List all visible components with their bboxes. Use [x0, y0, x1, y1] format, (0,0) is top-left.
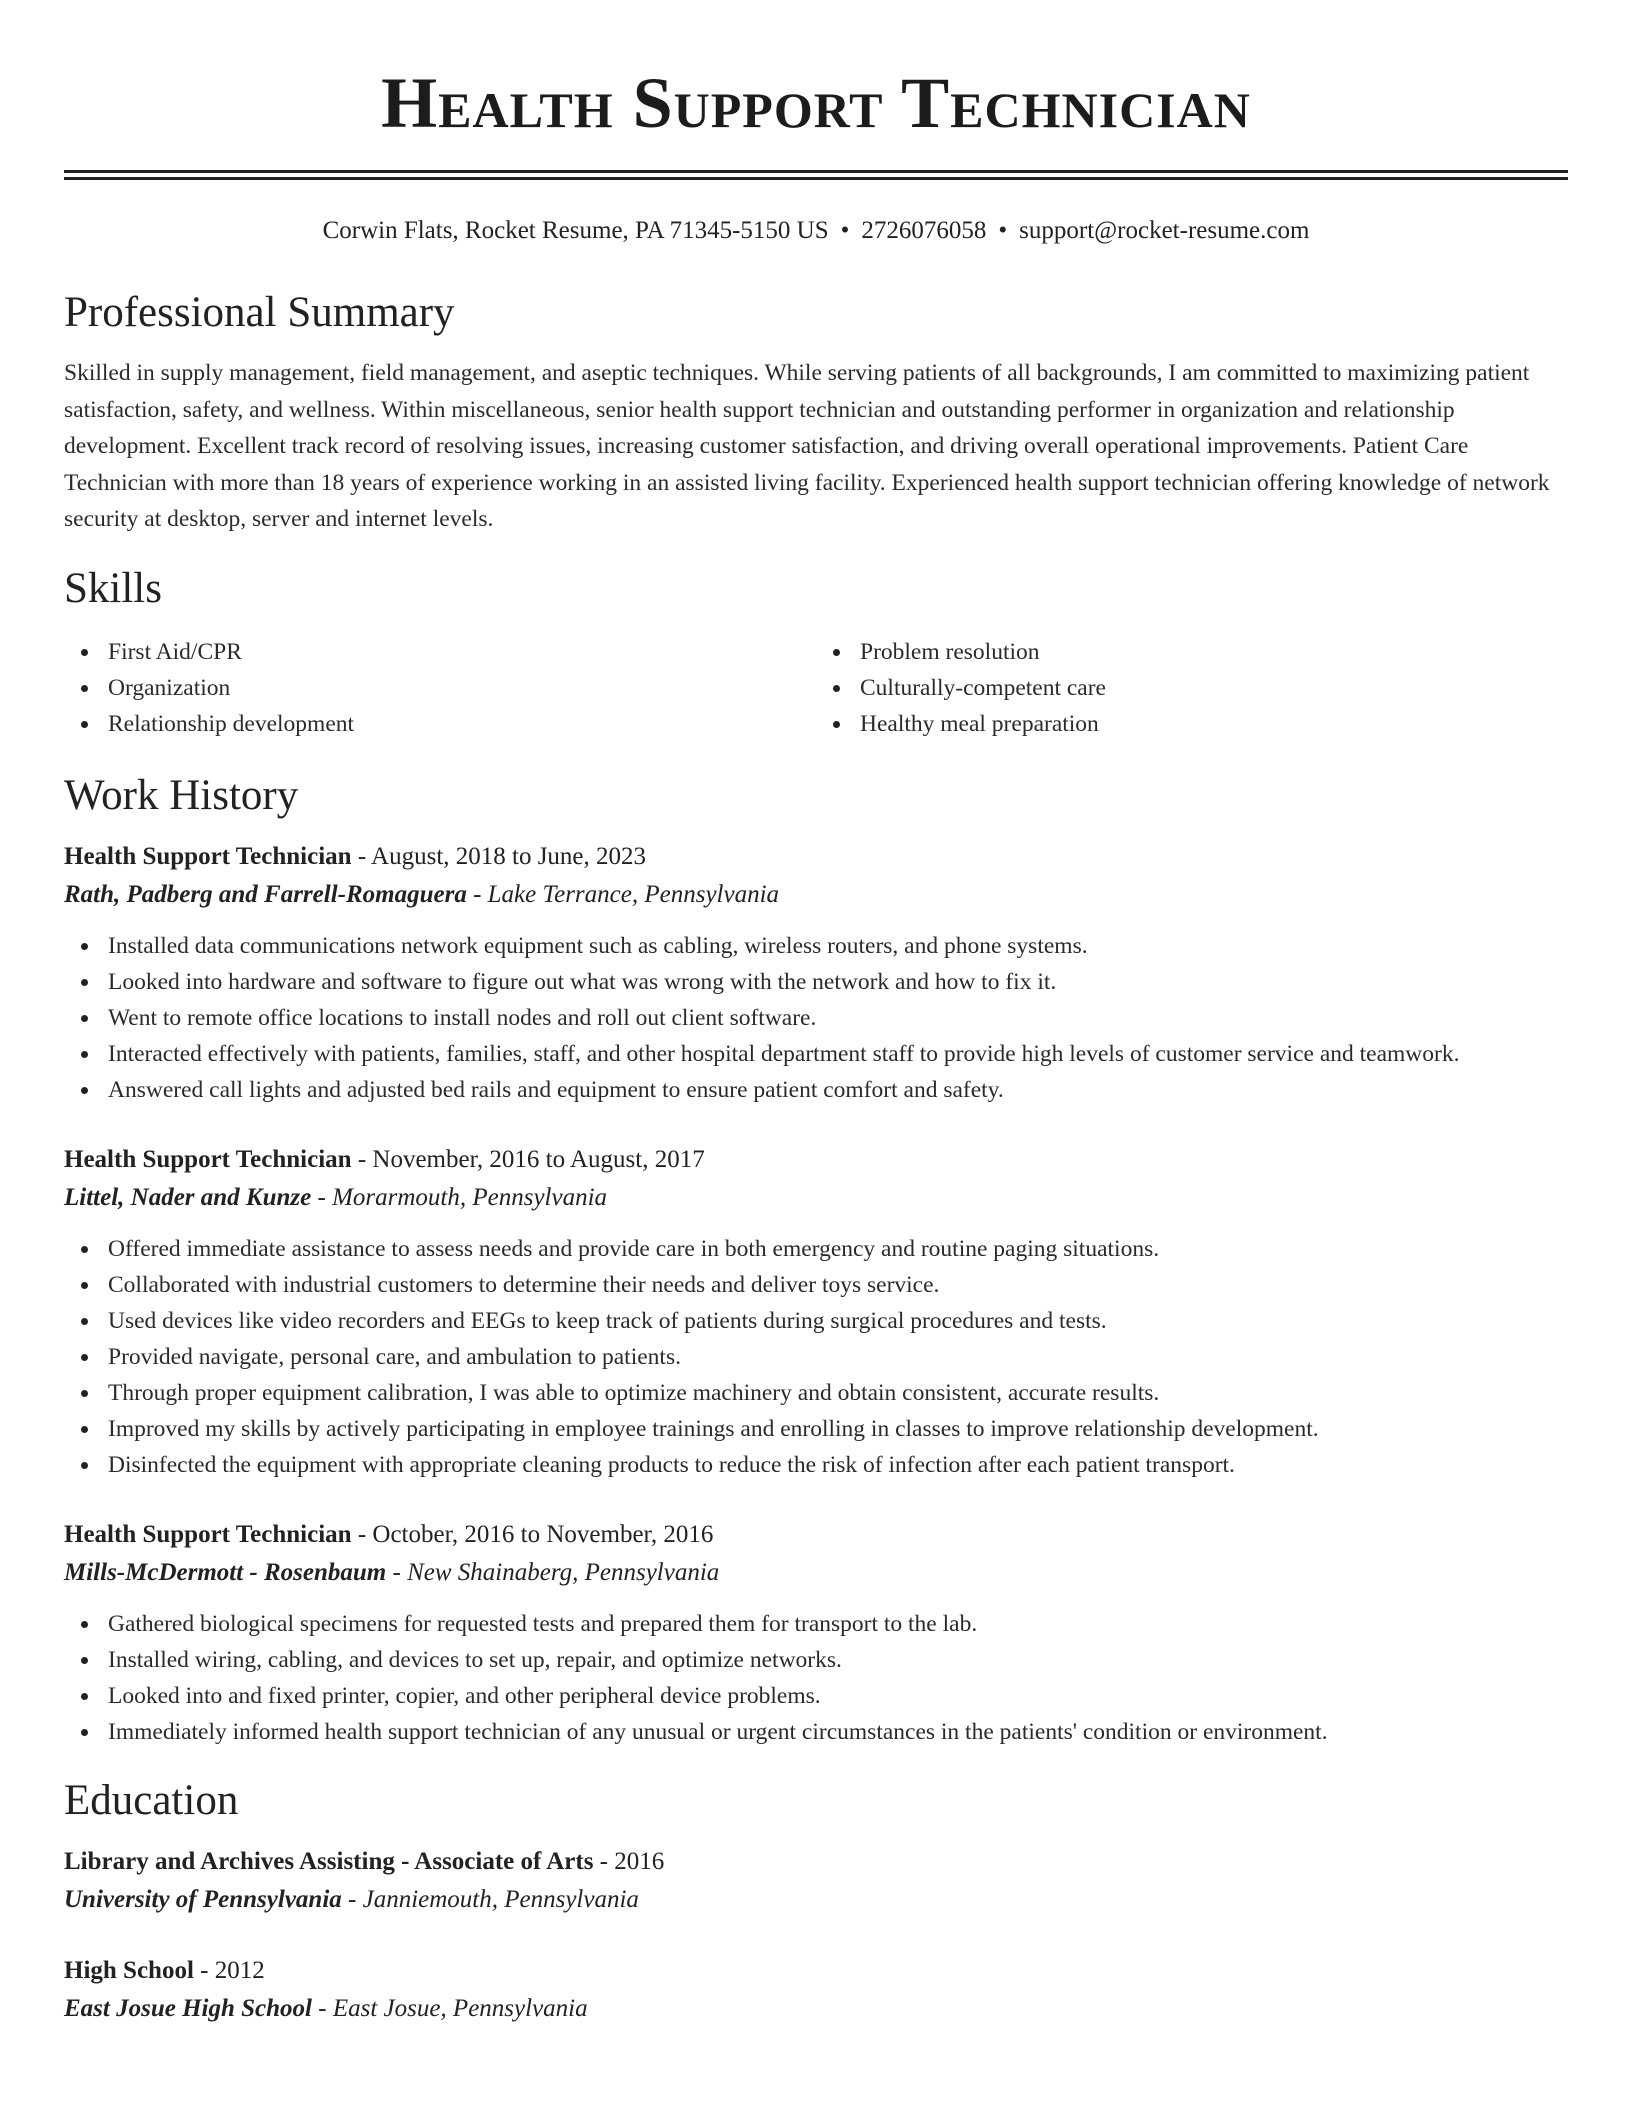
skill-item: Culturally-competent care — [816, 670, 1568, 706]
contact-email: support@rocket-resume.com — [1019, 217, 1310, 244]
job-duty: Used devices like video recorders and EEGs to keep track of patients during surgical procedures and tests. — [64, 1303, 1568, 1339]
job-title: Health Support Technician — [64, 842, 352, 870]
summary-heading: Professional Summary — [64, 289, 455, 336]
education-entry — [64, 1843, 1568, 1919]
job-duty: Through proper equipment calibration, I was able to optimize machinery and obtain consistent, accurate results. — [64, 1375, 1568, 1411]
skill-item: Healthy meal preparation — [816, 706, 1568, 742]
skill-item: Relationship development — [64, 706, 816, 742]
job-title: Health Support Technician — [64, 1145, 352, 1173]
job-employer-line: Rath, Padberg and Farrell-Romaguera - Lake Terrance, Pennsylvania — [64, 880, 780, 908]
skills-list — [64, 634, 1568, 742]
school-line: University of Pennsylvania - Janniemouth, Pennsylvania — [64, 1885, 639, 1913]
contact-line — [64, 214, 1568, 248]
job-duty: Went to remote office locations to install nodes and roll out client software. — [64, 1000, 1568, 1036]
contact-separator: • — [840, 217, 850, 244]
degree-name: High School — [64, 1956, 194, 1984]
contact-address: Corwin Flats, Rocket Resume, PA 71345-5150 US — [322, 217, 829, 244]
job-duty: Installed data communications network equipment such as cabling, wireless routers, and phone systems. — [64, 928, 1568, 964]
job-title-line: Health Support Technician - November, 2016 to August, 2017 — [64, 1145, 705, 1173]
job-location: New Shainaberg, Pennsylvania — [407, 1558, 720, 1586]
work-history-heading: Work History — [64, 771, 299, 819]
skills-column-left — [64, 634, 816, 742]
education-entry — [64, 1952, 1568, 2028]
job-duty: Installed wiring, cabling, and devices to set up, repair, and optimize networks. — [64, 1642, 1568, 1678]
job-duty: Improved my skills by actively participating in employee trainings and enrolling in classes to improve relationship development. — [64, 1411, 1568, 1447]
contact-phone: 2726076058 — [861, 217, 987, 244]
school-name: University of Pennsylvania — [64, 1885, 342, 1913]
degree-line: High School - 2012 — [64, 1956, 265, 1984]
summary-text: Skilled in supply management, field management, and aseptic techniques. While serving patients of all backgrounds, I am committed to maximizing patient satisfaction, safety, and wellness. Within miscellaneous, senior health support technician and outstanding performer in organization and relationship development. Excellent track record of resolving issues, increasing customer satisfaction, and driving overall operational improvements. Patient Care Technician with more than 18 years of experience working in an assisted living facility. Experienced health support technician offering knowledge of network security at desktop, server and internet levels. — [64, 360, 1550, 532]
job-duty: Answered call lights and adjusted bed rails and equipment to ensure patient comfort and safety. — [64, 1072, 1568, 1108]
job-dates: August, 2018 to June, 2023 — [371, 842, 647, 870]
job-company: Rath, Padberg and Farrell-Romaguera — [64, 880, 467, 908]
job-title-line: Health Support Technician - August, 2018 to June, 2023 — [64, 842, 647, 870]
school-name: East Josue High School — [64, 1994, 312, 2022]
job-dates: November, 2016 to August, 2017 — [372, 1145, 705, 1173]
job-duties — [64, 1231, 1568, 1483]
job-entry — [64, 838, 1568, 1108]
degree-name: Library and Archives Assisting - Associate of Arts — [64, 1847, 594, 1875]
job-duty: Immediately informed health support technician of any unusual or urgent circumstances in the patients' condition or environment. — [64, 1714, 1568, 1750]
job-company: Littel, Nader and Kunze — [64, 1183, 312, 1211]
contact-separator: • — [998, 217, 1008, 244]
job-entry — [64, 1516, 1568, 1750]
job-duty: Looked into and fixed printer, copier, and other peripheral device problems. — [64, 1678, 1568, 1714]
skill-item: Problem resolution — [816, 634, 1568, 670]
job-dates: October, 2016 to November, 2016 — [372, 1520, 714, 1548]
job-entry — [64, 1141, 1568, 1483]
job-company: Mills-McDermott - Rosenbaum — [64, 1558, 387, 1586]
job-duty: Collaborated with industrial customers to determine their needs and deliver toys service. — [64, 1267, 1568, 1303]
skills-column-right — [816, 634, 1568, 742]
degree-year: 2012 — [214, 1956, 265, 1984]
job-duty: Interacted effectively with patients, families, staff, and other hospital department staff to provide high levels of customer service and teamwork. — [64, 1036, 1568, 1072]
skill-item: First Aid/CPR — [64, 634, 816, 670]
education-heading: Education — [64, 1776, 239, 1824]
job-duty: Looked into hardware and software to figure out what was wrong with the network and how to fix it. — [64, 964, 1568, 1000]
degree-line: Library and Archives Assisting - Associate of Arts - 2016 — [64, 1847, 665, 1875]
title-double-rule — [64, 170, 1568, 180]
job-duty: Provided navigate, personal care, and ambulation to patients. — [64, 1339, 1568, 1375]
job-duty: Disinfected the equipment with appropriate cleaning products to reduce the risk of infection after each patient transport. — [64, 1447, 1568, 1483]
job-title-line: Health Support Technician - October, 2016 to November, 2016 — [64, 1520, 714, 1548]
job-location: Morarmouth, Pennsylvania — [332, 1183, 608, 1211]
job-duty: Gathered biological specimens for requested tests and prepared them for transport to the lab. — [64, 1606, 1568, 1642]
degree-year: 2016 — [614, 1847, 665, 1875]
job-location: Lake Terrance, Pennsylvania — [487, 880, 780, 908]
job-title: Health Support Technician — [64, 1520, 352, 1548]
school-location: Janniemouth, Pennsylvania — [362, 1885, 639, 1913]
job-duties — [64, 928, 1568, 1108]
skill-item: Organization — [64, 670, 816, 706]
resume-title: Health Support Technician — [381, 63, 1251, 143]
skills-heading: Skills — [64, 564, 162, 612]
job-duties — [64, 1606, 1568, 1750]
job-employer-line: Mills-McDermott - Rosenbaum - New Shainaberg, Pennsylvania — [64, 1558, 720, 1586]
job-employer-line: Littel, Nader and Kunze - Morarmouth, Pennsylvania — [64, 1183, 608, 1211]
job-duty: Offered immediate assistance to assess needs and provide care in both emergency and routine paging situations. — [64, 1231, 1568, 1267]
school-location: East Josue, Pennsylvania — [332, 1994, 588, 2022]
school-line: East Josue High School - East Josue, Pennsylvania — [64, 1994, 588, 2022]
